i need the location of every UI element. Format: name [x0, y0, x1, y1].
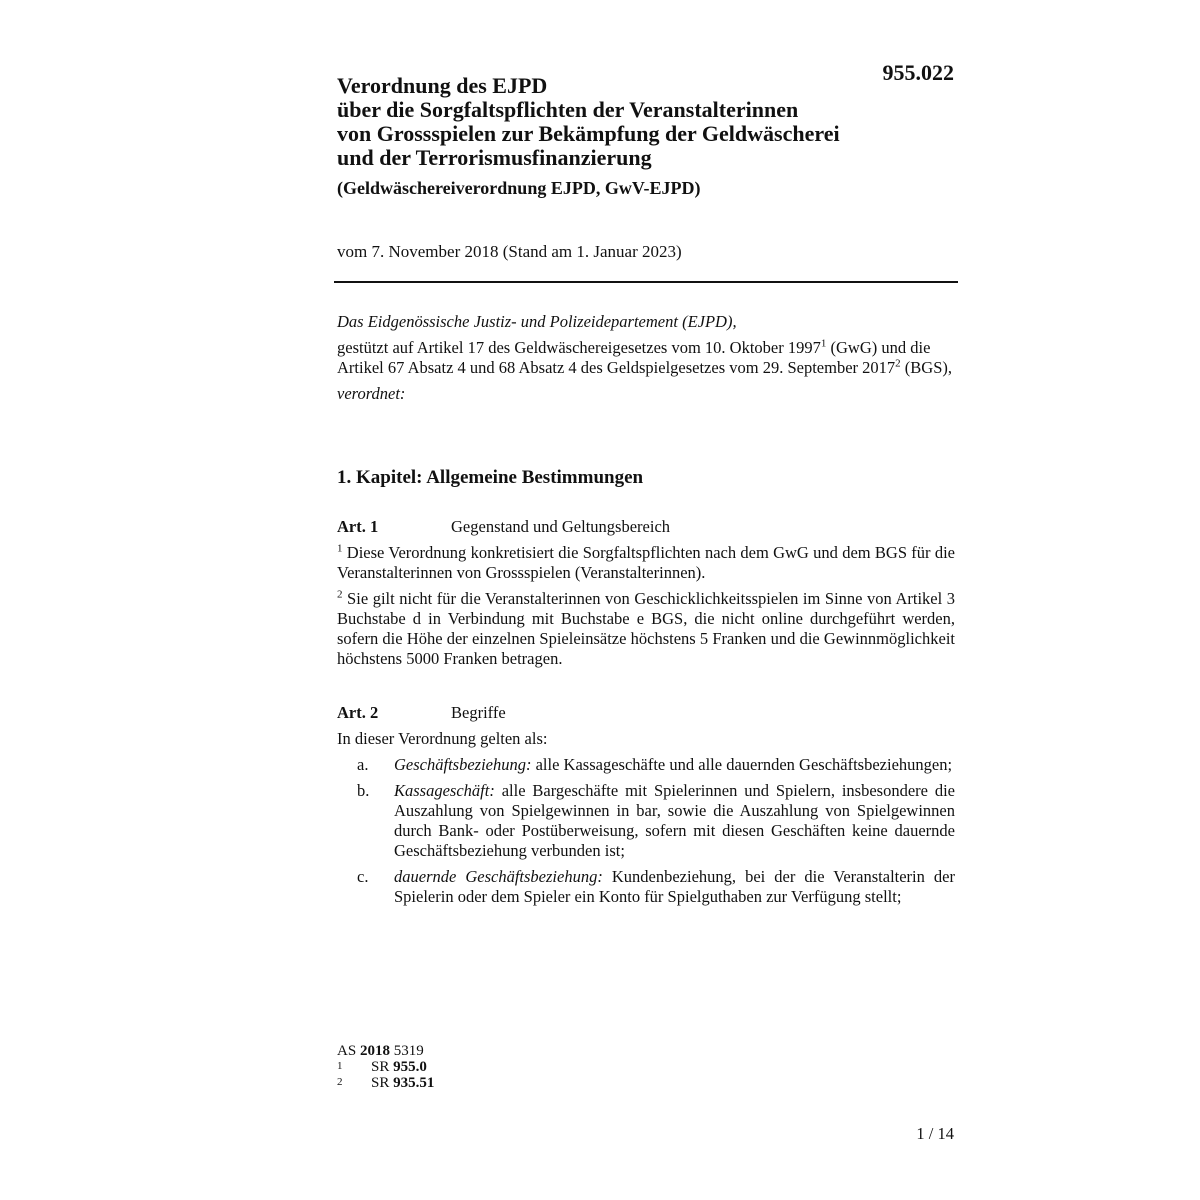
definition-item	[337, 867, 955, 907]
horizontal-rule	[334, 281, 958, 283]
footnote-prefix: SR	[371, 1075, 394, 1091]
paragraph-text: Sie gilt nicht für die Veranstalterinnen von Geschicklichkeitsspielen im Sinne von Artikel 3 Buchstabe d in Verbindung mit Buchstabe e BGS, die nicht online durchgeführt werden, sofern die Höhe der einzelnen Spieleinsätze höchstens 5 Franken und die Gewinnmöglichkeit höchstens 5000 Franken betragen.	[337, 589, 955, 668]
footnote-text[interactable]	[371, 1059, 427, 1075]
definition-term: dauernde Geschäftsbeziehung:	[394, 867, 603, 886]
basis-text: gestützt auf Artikel 17 des Geldwäschereigesetzes vom 10. Oktober 1997	[337, 338, 821, 357]
title-line: Verordnung des EJPD	[337, 73, 548, 98]
short-title: (Geldwäschereiverordnung EJPD, GwV-EJPD)	[337, 178, 701, 198]
article-number: Art. 1	[337, 517, 379, 536]
sr-number: 955.022	[882, 60, 954, 85]
official-collection-ref	[337, 1043, 434, 1059]
definition-item	[337, 781, 955, 861]
footnote-ref-number: 935.51	[393, 1075, 435, 1091]
as-prefix: AS	[337, 1043, 360, 1059]
definition-letter: b.	[357, 781, 370, 800]
footnote-mark: 1	[337, 1060, 343, 1072]
footnote-ref[interactable]: 2	[895, 357, 901, 370]
basis-text: (GwG) und die Artikel 67 Absatz 4 und 68 Absatz 4 des Geldspielgesetzes vom 29. September 2017	[337, 338, 931, 377]
definition-list	[337, 755, 955, 907]
footnote	[337, 1075, 434, 1091]
preamble-authority: Das Eidgenössische Justiz- und Polizeidepartement (EJPD),	[337, 312, 737, 331]
article-heading	[337, 517, 955, 537]
enactment-date: vom 7. November 2018 (Stand am 1. Januar 2023)	[337, 242, 682, 261]
article-2	[337, 703, 955, 913]
definition-text	[394, 755, 955, 775]
chapter-heading: 1. Kapitel: Allgemeine Bestimmungen	[337, 467, 644, 488]
definition-letter: c.	[357, 867, 369, 886]
title-block	[337, 74, 957, 200]
definition-body: alle Kassageschäfte und alle dauernden Geschäftsbeziehungen;	[531, 755, 953, 774]
definition-text	[394, 781, 955, 861]
preamble	[337, 312, 957, 404]
paragraph	[337, 589, 955, 669]
title-line: von Grossspielen zur Bekämpfung der Geldwäscherei	[337, 121, 840, 146]
footnote-prefix: SR	[371, 1059, 394, 1075]
footnote-mark: 2	[337, 1076, 343, 1088]
definition-term: Geschäftsbeziehung:	[394, 755, 532, 774]
definition-item	[337, 755, 955, 775]
paragraph-number: 1	[337, 542, 343, 555]
paragraph	[337, 543, 955, 583]
preamble-basis	[337, 338, 957, 378]
as-page: 5319	[389, 1043, 424, 1059]
title-line: und der Terrorismusfinanzierung	[337, 145, 652, 170]
footnote-ref-number: 955.0	[393, 1059, 427, 1075]
definition-term: Kassageschäft:	[394, 781, 495, 800]
paragraph-number: 2	[337, 588, 343, 601]
definition-body: Kundenbeziehung, bei der die Veranstalterin der Spielerin oder dem Spieler ein Konto für Spielguthaben zur Verfügung stellt;	[394, 867, 955, 906]
article-number: Art. 2	[337, 703, 379, 722]
definition-text	[394, 867, 955, 907]
definition-letter: a.	[357, 755, 369, 774]
as-year: 2018	[359, 1043, 390, 1059]
article-1	[337, 517, 955, 675]
article-title: Gegenstand und Geltungsbereich	[451, 517, 671, 536]
definition-body: alle Bargeschäfte mit Spielerinnen und Spielern, insbesondere die Auszahlung von Spielgewinnen in bar, sowie die Auszahlung von Spielgewinnen durch Bank- oder Postüberweisung, sofern mit diesen Geschäften keine dauernde Geschäftsbeziehung verbunden ist;	[394, 781, 955, 860]
footnote	[337, 1059, 434, 1075]
footnote-ref[interactable]: 1	[820, 337, 827, 350]
article-title: Begriffe	[451, 703, 506, 722]
preamble-enacts: verordnet:	[337, 384, 406, 403]
footnotes	[337, 1043, 434, 1091]
article-heading	[337, 703, 955, 723]
page-number: 1 / 14	[916, 1124, 954, 1143]
title-line: über die Sorgfaltspflichten der Veranstalterinnen	[337, 97, 799, 122]
footnote-text[interactable]	[371, 1075, 434, 1091]
basis-text: (BGS),	[900, 358, 952, 377]
paragraph-text: Diese Verordnung konkretisiert die Sorgfaltspflichten nach dem GwG und dem BGS für die Veranstalterinnen von Grossspielen (Veranstalterinnen).	[337, 543, 955, 582]
article-intro: In dieser Verordnung gelten als:	[337, 729, 548, 748]
